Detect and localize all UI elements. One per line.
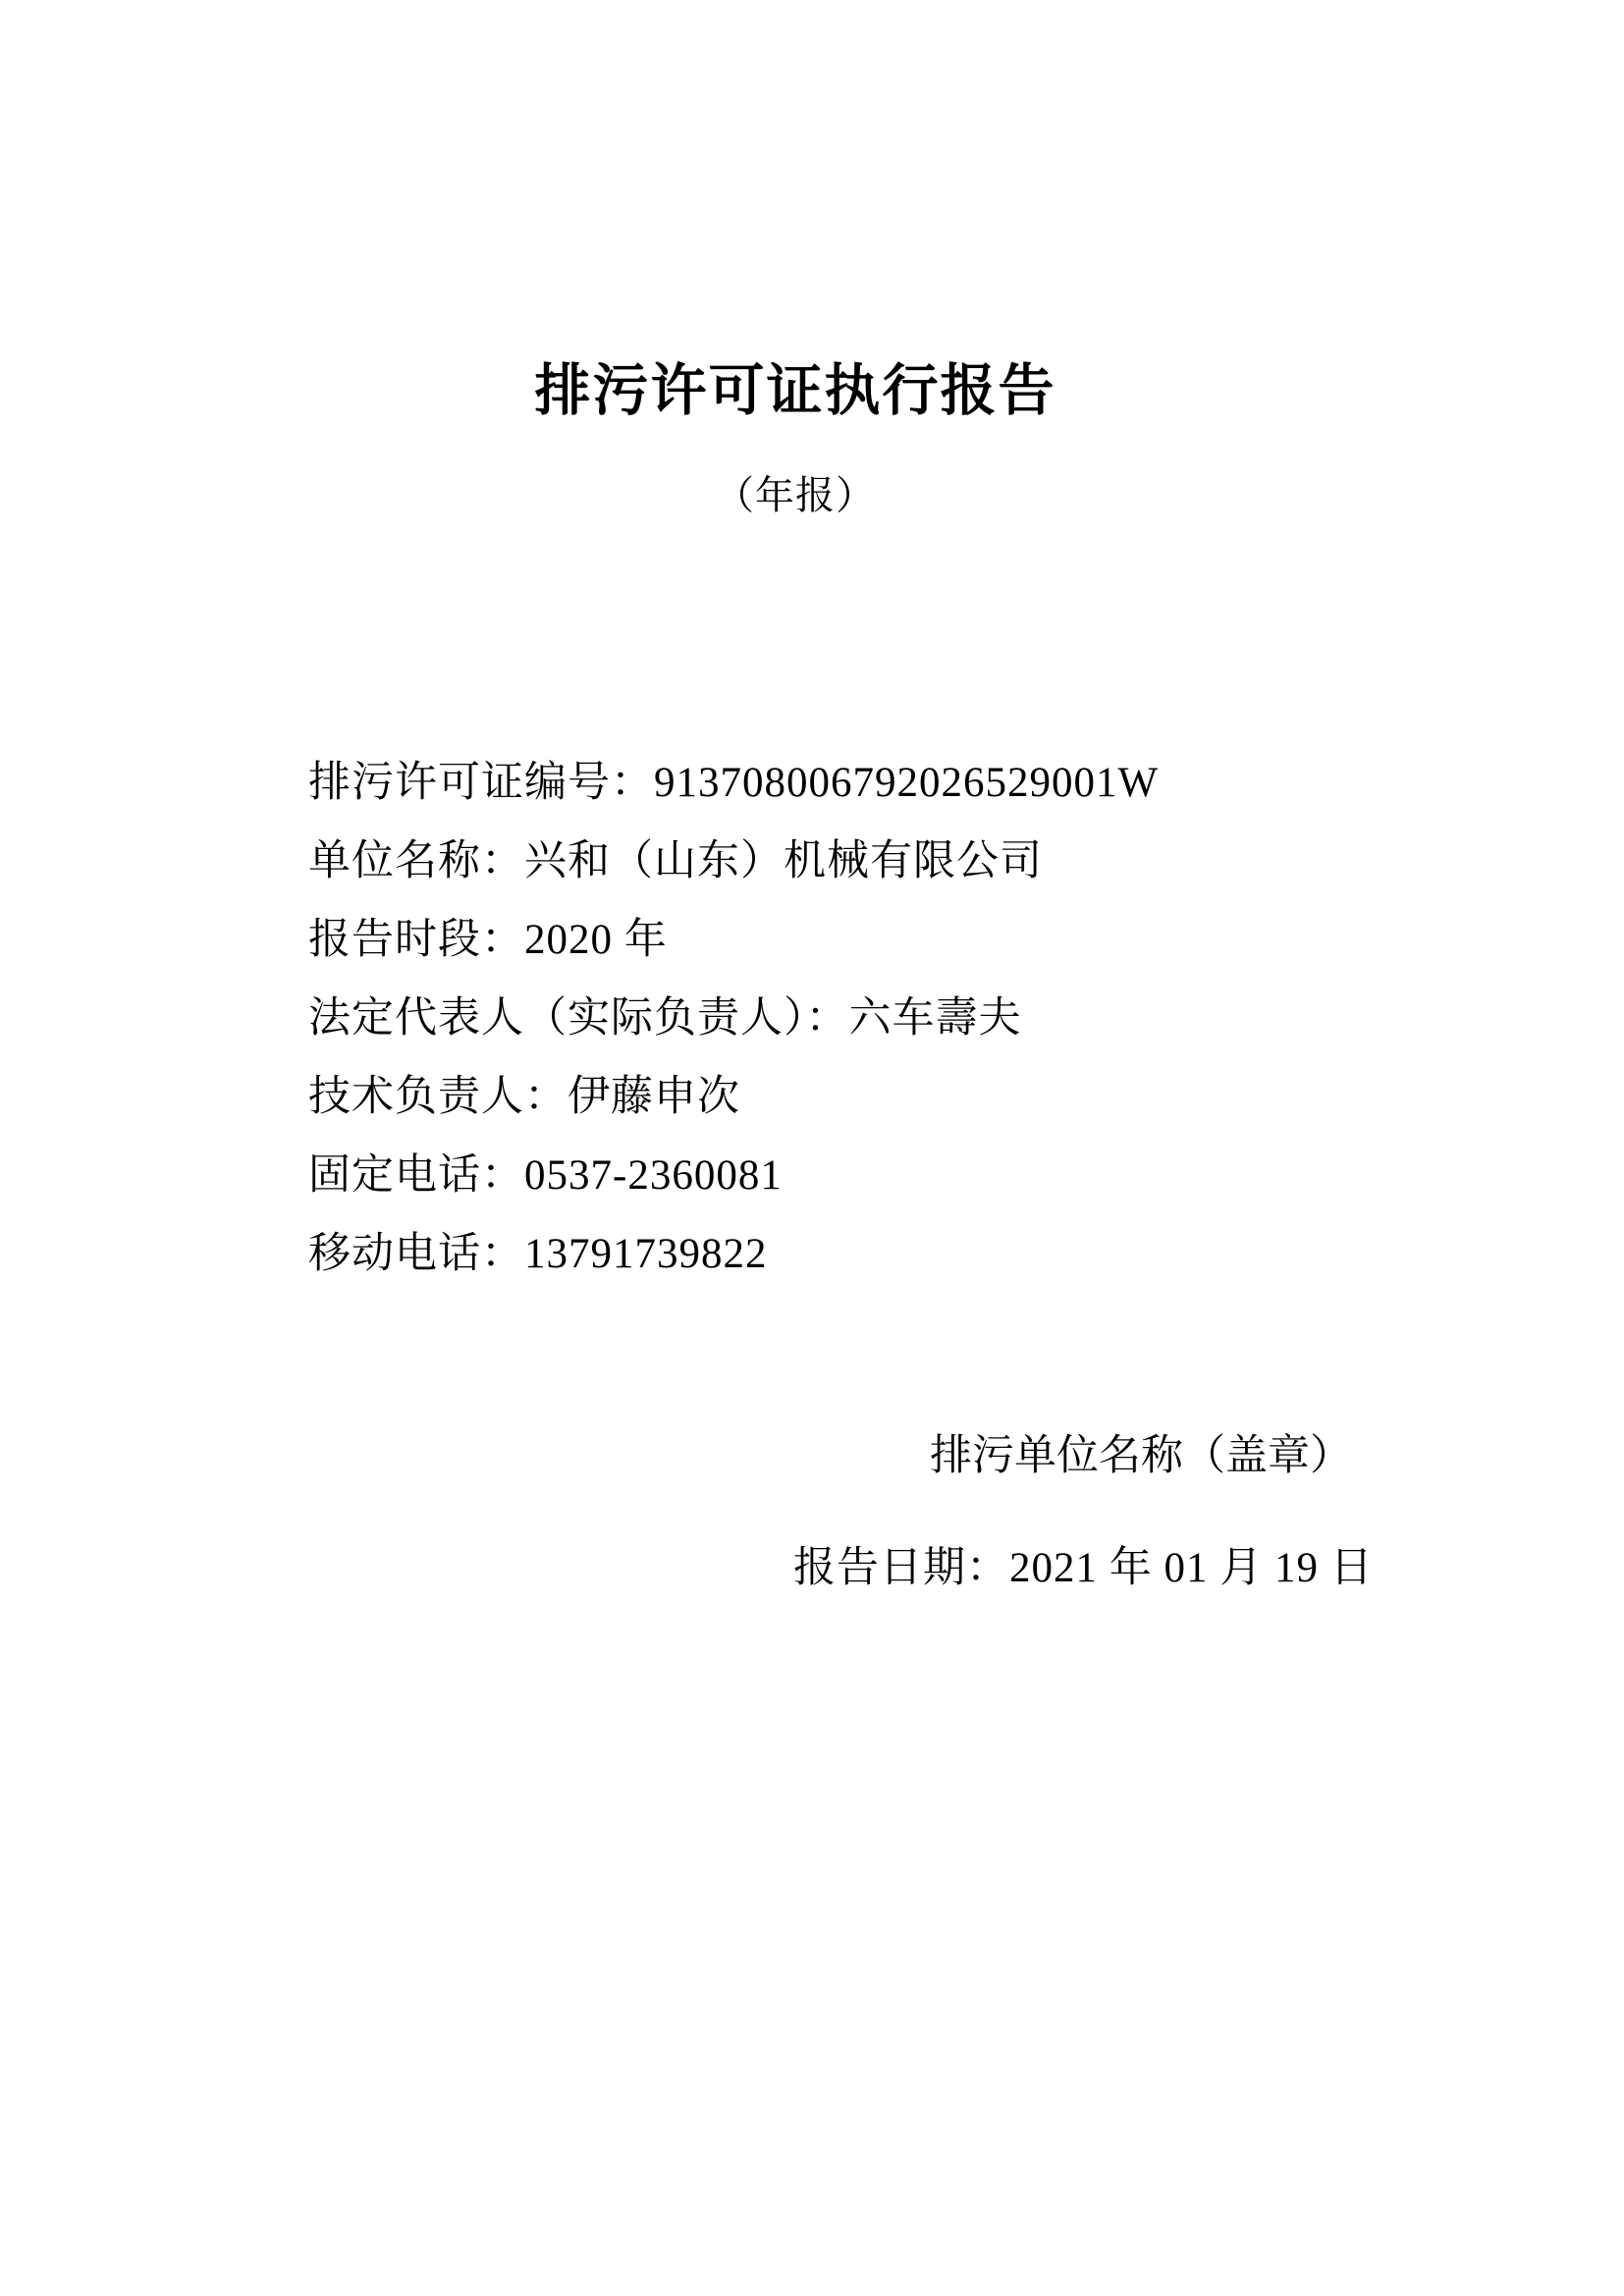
field-row-technical-director	[308, 1058, 1159, 1137]
field-value: 六车壽夫	[848, 995, 1022, 1041]
field-label: 固定电话	[308, 1152, 481, 1199]
field-row-legal-representative	[308, 980, 1159, 1058]
field-colon: ：	[524, 1074, 568, 1120]
field-value: 兴和（山东）机械有限公司	[524, 838, 1043, 884]
field-block	[308, 744, 1159, 1294]
field-row-unit-name	[308, 823, 1159, 901]
report-date-label: 报告日期	[793, 1545, 966, 1591]
page-title: 排污许可证执行报告	[534, 360, 1056, 422]
field-label: 排污许可证编号	[308, 760, 611, 806]
field-label: 报告时段	[308, 917, 481, 963]
field-label: 法定代表人（实际负责人）	[308, 995, 806, 1041]
field-row-permit-number	[308, 744, 1159, 823]
report-date-colon: ：	[966, 1545, 1009, 1591]
field-colon: ：	[611, 760, 654, 806]
field-label: 移动电话	[308, 1231, 481, 1277]
field-value: 913708006792026529001W	[654, 760, 1160, 806]
field-colon: ：	[481, 1231, 524, 1277]
field-colon: ：	[481, 917, 524, 963]
field-colon: ：	[805, 995, 849, 1041]
field-label: 单位名称	[308, 838, 481, 884]
field-row-landline-phone	[308, 1137, 1159, 1215]
field-value: 2020 年	[524, 917, 668, 963]
field-colon: ：	[481, 838, 524, 884]
field-colon: ：	[481, 1152, 524, 1199]
field-row-mobile-phone	[308, 1215, 1159, 1294]
field-value: 0537-2360081	[524, 1152, 783, 1199]
stamp-line: 排污单位名称（盖章）	[930, 1433, 1352, 1479]
field-row-report-period	[308, 901, 1159, 980]
report-date-value: 2021 年 01 月 19 日	[1009, 1545, 1374, 1591]
page-subtitle: （年报）	[715, 473, 876, 517]
field-value: 伊藤申次	[568, 1074, 740, 1120]
field-value: 13791739822	[524, 1231, 768, 1277]
field-label: 技术负责人	[308, 1074, 524, 1120]
report-date-line	[793, 1543, 1374, 1594]
